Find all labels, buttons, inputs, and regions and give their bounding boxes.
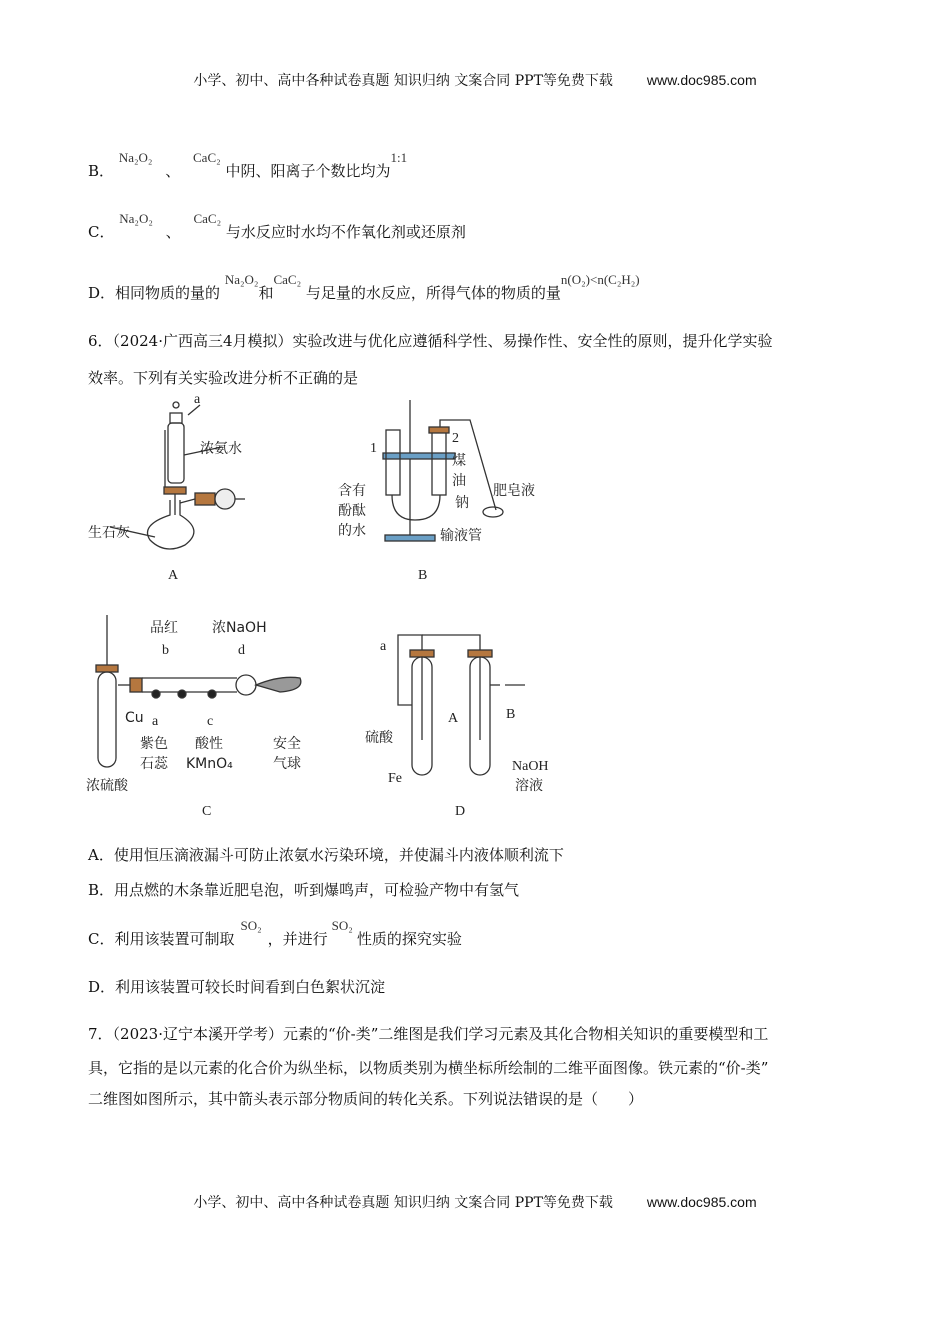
option-label: B．	[88, 881, 115, 899]
label-litmus: 紫色	[140, 736, 168, 752]
label-kmno4: 酸性	[195, 736, 223, 752]
q7-stem-line2: 具，它指的是以元素的化合价为纵坐标，以物质类别为横坐标所绘制的二维平面图像。铁元素的“价-类”	[88, 1059, 769, 1077]
separator: 、	[165, 223, 181, 241]
label-naoh: 浓NaOH	[212, 620, 267, 636]
formula: Na₂O₂	[119, 211, 153, 226]
expression: n(O₂)<n(C₂H₂)	[560, 272, 640, 287]
caption-d: D	[455, 804, 466, 819]
option-text: 利用该装置可较长时间看到白色絮状沉淀	[115, 978, 386, 996]
label-acid: 硫酸	[365, 730, 393, 746]
figure-c	[86, 615, 301, 819]
label-tube: 输液管	[440, 528, 482, 544]
option-text: 和	[258, 284, 274, 302]
formula: SO₂	[240, 918, 262, 933]
figure-d	[365, 635, 549, 819]
label-kmno4-2: KMnO₄	[186, 756, 233, 772]
option-text: 相同物质的量的	[115, 284, 221, 302]
q5-option-b	[88, 150, 408, 181]
label-a: a	[380, 639, 387, 654]
label-d: d	[238, 643, 245, 658]
caption-b: B	[418, 568, 428, 583]
label-water-3: 的水	[338, 523, 366, 539]
header-text: 小学、初中、高中各种试卷真题 知识归纳 文案合同 PPT等免费下载	[193, 73, 613, 89]
label-1: 1	[370, 441, 377, 456]
header-link[interactable]: www.doc985.com	[646, 72, 757, 88]
option-text: 使用恒压滴液漏斗可防止浓氨水污染环境，并使漏斗内液体顺利流下	[113, 846, 564, 864]
option-label: D．	[88, 978, 116, 996]
option-text: 与足量的水反应，所得气体的物质的量	[305, 284, 561, 302]
option-label: A．	[88, 846, 114, 864]
option-text: 用点燃的木条靠近肥皂泡，听到爆鸣声，可检验产物中有氢气	[114, 881, 520, 899]
option-label: D．	[88, 284, 116, 302]
label-B: B	[506, 707, 516, 722]
page-footer	[0, 1192, 950, 1212]
q6-option-d	[88, 976, 385, 997]
label-balloon: 安全	[273, 736, 301, 752]
label-soap: 肥皂液	[493, 483, 535, 499]
apparatus-figures	[0, 395, 950, 825]
q6-stem-line1: 6．（2024·广西高三4月模拟）实验改进与优化应遵循科学性、易操作性、安全性的原则，提升化学实验	[88, 332, 773, 350]
label-a: a	[194, 395, 201, 407]
q6-option-c	[88, 918, 462, 949]
option-text: 利用该装置可制取	[114, 930, 235, 948]
label-water-2: 酚酞	[338, 503, 366, 519]
label-a: a	[152, 714, 159, 729]
figure-a	[88, 395, 245, 583]
q7-stem-line1: 7．（2023·辽宁本溪开学考）元素的“价-类”二维图是我们学习元素及其化合物相关知识的重要模型和工	[88, 1025, 769, 1043]
separator: 、	[165, 162, 181, 180]
q6-option-b	[88, 879, 519, 900]
option-label: C．	[88, 930, 115, 948]
formula: CaC₂	[193, 150, 221, 165]
footer-text: 小学、初中、高中各种试卷真题 知识归纳 文案合同 PPT等免费下载	[193, 1195, 613, 1211]
label-water: 含有	[338, 483, 366, 499]
label-ammonia: 浓氨水	[200, 441, 242, 457]
label-b: b	[162, 643, 169, 658]
label-balloon-2: 气球	[273, 756, 301, 772]
option-text: ，并进行	[267, 930, 328, 948]
q5-option-c	[88, 211, 466, 242]
q6-option-a	[88, 844, 564, 865]
label-litmus-2: 石蕊	[140, 756, 168, 772]
figure-b	[338, 400, 535, 583]
formula: CaC₂	[273, 272, 302, 287]
label-kerosene: 煤	[452, 453, 466, 469]
label-sodium: 钠	[455, 495, 469, 511]
label-naoh: NaOH	[512, 759, 549, 774]
formula: SO₂	[331, 918, 353, 933]
label-fe: Fe	[388, 771, 402, 786]
label-pinhong: 品红	[150, 620, 178, 636]
label-lime: 生石灰	[88, 525, 130, 541]
label-A: A	[448, 711, 459, 726]
label-naoh-2: 溶液	[515, 778, 543, 794]
option-label: B．	[88, 162, 115, 180]
label-2: 2	[452, 431, 459, 446]
q7-stem-line3: 二维图如图所示，其中箭头表示部分物质间的转化关系。下列说法错误的是（ ）	[88, 1090, 644, 1108]
label-c: c	[207, 714, 214, 729]
option-text: 中阴、阳离子个数比均为	[225, 162, 391, 180]
ratio: 1:1	[390, 150, 408, 165]
formula: Na₂O₂	[224, 272, 259, 287]
option-text: 性质的探究实验	[356, 930, 462, 948]
label-cu: Cu	[125, 710, 144, 726]
label-acid: 浓硫酸	[86, 778, 128, 794]
caption-c: C	[202, 804, 212, 819]
q5-option-d	[88, 272, 640, 303]
option-text: 与水反应时水均不作氧化剂或还原剂	[225, 223, 466, 241]
option-label: C．	[88, 223, 115, 241]
label-kerosene-2: 油	[452, 473, 466, 489]
caption-a: A	[168, 568, 179, 583]
formula: CaC₂	[193, 211, 222, 226]
q6-stem-line2: 效率。下列有关实验改进分析不正确的是	[88, 369, 359, 387]
page-header	[0, 70, 950, 90]
footer-link[interactable]: www.doc985.com	[646, 1194, 757, 1210]
formula: Na₂O₂	[118, 150, 153, 165]
